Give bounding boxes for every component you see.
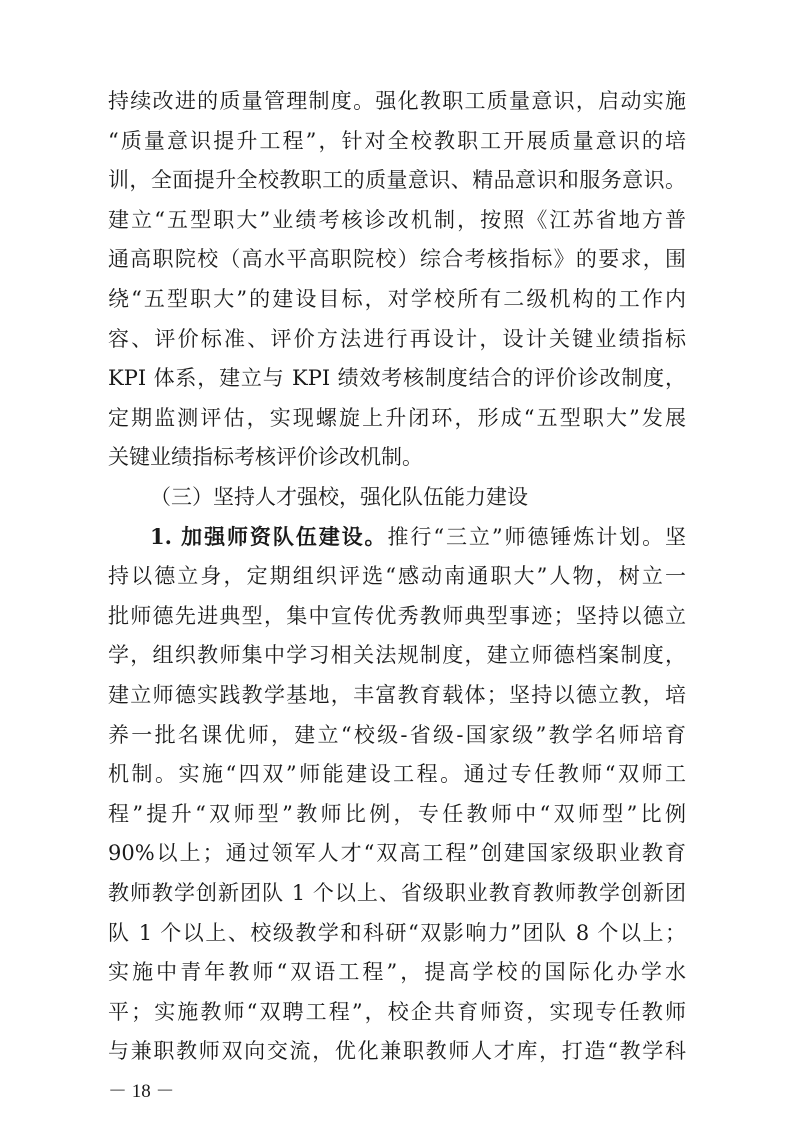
paragraph-line: 建立“五型职大”业绩考核诊改机制，按照《江苏省地方普	[108, 207, 686, 232]
paragraph-line: 实施中青年教师“双语工程”，提高学校的国际化办学水	[108, 960, 686, 985]
paragraph-line: 建立师德实践教学基地，丰富教育载体；坚持以德立教，培	[108, 683, 686, 707]
paragraph-line: 队 1 个以上、校级教学和科研“双影响力”团队 8 个以上；	[108, 920, 686, 945]
paragraph-line: 容、评价标准、评价方法进行再设计，设计关键业绩指标	[108, 326, 686, 351]
paragraph-line: 关键业绩指标考核评价诊改机制。	[108, 445, 423, 470]
paragraph-line: KPI 体系，建立与 KPI 绩效考核制度结合的评价诊改制度，	[108, 366, 686, 391]
paragraph-line: 定期监测评估，实现螺旋上升闭环，形成“五型职大”发展	[108, 405, 686, 430]
item-title: 1. 加强师资队伍建设。	[150, 523, 388, 549]
paragraph-line: 90%以上；通过领军人才“双高工程”创建国家级职业教育	[108, 841, 686, 866]
page-number: － 18 －	[108, 1081, 175, 1102]
paragraph-line: 与兼职教师双向交流，优化兼职教师人才库，打造“教学科	[108, 1039, 686, 1064]
paragraph-line: 持续改进的质量管理制度。强化教职工质量意识，启动实施	[108, 89, 686, 113]
paragraph-line: 教师教学创新团队 1 个以上、省级职业教育教师教学创新团	[108, 881, 686, 905]
paragraph-line: 训，全面提升全校教职工的质量意识、精品意识和服务意识。	[108, 168, 686, 193]
paragraph-line: 养一批名课优师，建立“校级-省级-国家级”教学名师培育	[108, 722, 686, 747]
item-first-line-text: 推行“三立”师德锤炼计划。坚	[387, 524, 686, 549]
paragraph-line: 学，组织教师集中学习相关法规制度，建立师德档案制度，	[108, 643, 686, 668]
section-heading: （三）坚持人才强校，强化队伍能力建设	[150, 485, 528, 509]
paragraph-line: “质量意识提升工程”，针对全校教职工开展质量意识的培	[108, 128, 686, 153]
paragraph-line: 持以德立身，定期组织评选“感动南通职大”人物，树立一	[108, 564, 686, 589]
paragraph-line: 批师德先进典型，集中宣传优秀教师典型事迹；坚持以德立	[108, 603, 686, 628]
paragraph-line: 绕“五型职大”的建设目标，对学校所有二级机构的工作内	[108, 287, 686, 311]
paragraph-line: 通高职院校（高水平高职院校）综合考核指标》的要求，围	[108, 247, 686, 272]
item-first-line	[150, 520, 686, 554]
paragraph-line: 平；实施教师“双聘工程”，校企共育师资，实现专任教师	[108, 999, 686, 1024]
paragraph-line: 机制。实施“四双”师能建设工程。通过专任教师“双师工	[108, 762, 686, 787]
paragraph-line: 程”提升“双师型”教师比例，专任教师中“双师型”比例	[108, 801, 686, 826]
